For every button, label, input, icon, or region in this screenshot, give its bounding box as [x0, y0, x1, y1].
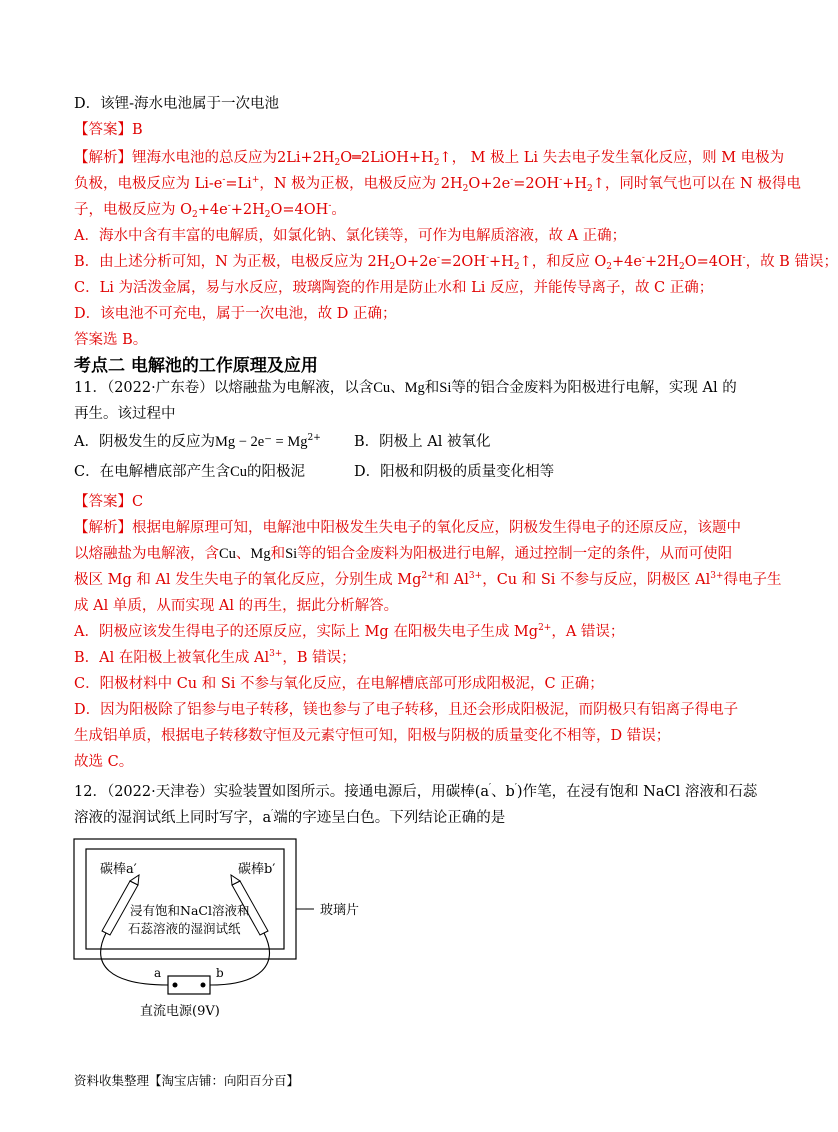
- text: 极区 Mg 和 Al 发生失电子的氧化反应，分别生成 Mg: [74, 572, 422, 588]
- q10-analysis-line-2: 负极，电极反应为 Li-e-=Li+，N 极为正极，电极反应为 $2H_2O+2e^-=2OH^-+H_2↑$，同时氧气也可以在 N 极得电: [74, 175, 801, 194]
- text: Si: [439, 380, 452, 396]
- text: 11．（2022·广东卷）以熔融盐为电解液，以含: [74, 380, 374, 396]
- text: B．由上述分析可知，N 为正极，电极反应为 2H: [74, 254, 390, 270]
- text: ′: [271, 809, 274, 819]
- q11-explain-c: C．阳极材料中 Cu 和 Si 不参与氧化反应，在电解槽底部可形成阳极泥，C 正确；: [74, 676, 604, 692]
- q10-option-d: D．该锂-海水电池属于一次电池: [74, 96, 280, 112]
- text: Mg: [404, 380, 425, 396]
- q11-option-b: B．阴极上 Al 被氧化: [354, 434, 491, 450]
- text: ′: [489, 783, 492, 793]
- glass-label: 玻璃片: [320, 903, 360, 918]
- terminal-b: [201, 983, 206, 988]
- q11-analysis-line-2: [74, 544, 732, 564]
- q11-conclusion: 故选 C。: [74, 754, 134, 770]
- q10-explain-b: B．由上述分析可知，N 为正极，电极反应为 $2H_2O+2e^-=2OH^-+H_2↑$，和反应 $O_2+4e^-+2H_2O=4OH^-$，故 B 错误；: [74, 253, 838, 272]
- q11-analysis-line-1: [74, 518, 741, 538]
- footer-note: 资料收集整理【淘宝店铺：向阳百分百】: [74, 1073, 300, 1088]
- text: 子，电极反应为 O: [74, 202, 192, 218]
- text: O=4OH: [684, 254, 743, 270]
- terminal-a-label: a: [154, 966, 162, 980]
- text: B．Al 在阳极上被氧化生成 Al: [74, 650, 270, 666]
- q11-option-d: D．阳极和阴极的质量变化相等: [354, 464, 555, 480]
- q11-explain-b: [74, 648, 356, 668]
- text: ↑，同时氧气也可以在 N 极得电: [592, 176, 801, 192]
- text: 、: [390, 380, 405, 396]
- text: ，B 错误；: [282, 650, 356, 666]
- power-label: 直流电源(9V): [140, 1004, 220, 1019]
- q10-explain-d: D．该电池不可充电，属于一次电池，故 D 正确；: [74, 306, 397, 322]
- text: ⁻ = Mg: [264, 434, 308, 450]
- q11-explain-d-line-2: 生成铝单质，根据电子转移数守恒及元素守恒可知，阳极与阴极的质量变化不相等，D 错误；: [74, 728, 671, 744]
- text: 和: [424, 380, 440, 396]
- q11-option-a: [74, 432, 321, 452]
- text: )作笔，在浸有饱和 NaCl 溶液和石蕊: [516, 784, 758, 800]
- text: 负极，电极反应为 Li-e: [74, 176, 223, 192]
- analysis-tag: 【解析】: [74, 150, 132, 166]
- text: =Li: [225, 176, 252, 192]
- answer-value: B: [132, 122, 143, 138]
- text: ，A 错误；: [551, 624, 625, 640]
- answer-tag: 【答案】: [74, 494, 132, 510]
- text: 得电子生: [723, 572, 782, 588]
- text: Cu: [373, 380, 391, 396]
- q11-stem-line-2: 再生。该过程中: [74, 406, 176, 422]
- text: Mg: [250, 546, 271, 562]
- answer-tag: 【答案】: [74, 122, 132, 138]
- analysis-tag: 【解析】: [74, 520, 132, 536]
- q11-explain-a: [74, 622, 624, 642]
- text: +4e: [611, 254, 642, 270]
- text: C．在电解槽底部产生含: [74, 464, 231, 480]
- text: =2OH: [440, 254, 486, 270]
- text: 2+: [538, 623, 552, 633]
- text: 2+: [307, 433, 321, 443]
- text: 以熔融盐为电解液，含: [74, 546, 219, 562]
- terminal-a: [173, 983, 178, 988]
- text: +2H: [230, 202, 265, 218]
- text: Si: [285, 546, 298, 562]
- terminal-b-label: b: [216, 966, 224, 980]
- text: 的阳极泥: [247, 464, 306, 480]
- text: 12．（2022·天津卷）实验装置如图所示。接通电源后，用碳棒(a: [74, 784, 490, 800]
- text: Cu: [230, 464, 248, 480]
- text: Cu: [219, 546, 236, 562]
- text: =2OH: [513, 176, 560, 192]
- text: O=4OH: [270, 202, 329, 218]
- q11-explain-d-line-1: D．因为阳极除了铝参与电子转移，镁也参与了电子转移，且还会形成阳极泥，而阴极只有铝离子得电子: [74, 702, 739, 718]
- text: 3+: [710, 571, 724, 581]
- text: 、b: [491, 784, 515, 800]
- text: +4e: [197, 202, 228, 218]
- q12-stem-line-1: [74, 782, 757, 802]
- text: ↑，和反应 O: [519, 254, 607, 270]
- paper-text-1: 浸有饱和NaCl溶液和: [130, 903, 250, 918]
- text: 3+: [468, 571, 483, 581]
- text: 锂海水电池的总反应为2Li+2H: [132, 150, 335, 166]
- text: 和 Al: [434, 572, 469, 588]
- q10-explain-c: C．Li 为活泼金属，易与水反应，玻璃陶瓷的作用是防止水和 Li 反应，并能传导离子，故 C 正确；: [74, 280, 714, 296]
- rod-b-label: 碳棒b′: [238, 862, 276, 877]
- text: +2H: [644, 254, 679, 270]
- text: 3+: [269, 649, 283, 659]
- text: 等的铝合金废料为阳极进行电解，通过控制一定的条件，从而可使阳: [297, 546, 733, 562]
- q11-stem-line-1: [74, 378, 737, 398]
- text: O+2e: [468, 176, 511, 192]
- text: 溶液的湿润试纸上同时写字，a: [74, 810, 272, 826]
- q10-conclusion: 答案选 B。: [74, 332, 148, 348]
- q10-analysis-line-3: 子，电极反应为 $O_2+4e^-+2H_2O=4OH^-$。: [74, 201, 346, 220]
- text: O+2e: [395, 254, 438, 270]
- rod-a-label: 碳棒a′: [100, 862, 137, 877]
- q10-explain-a: A．海水中含有丰富的电解质，如氯化钠、氯化镁等，可作为电解质溶液，故 A 正确；: [74, 228, 627, 244]
- text: 根据电解原理可知，电解池中阳极发生失电子的氧化反应，阴极发生得电子的还原反应，该题中: [132, 520, 741, 536]
- q12-stem-line-2: [74, 808, 505, 828]
- answer-value: C: [132, 494, 144, 510]
- text: ′: [514, 783, 517, 793]
- q10-analysis-line-1: 【解析】锂海水电池的总反应为$2Li+2H_2O═2LiOH+H_2↑$， M 极上 Li 失去电子发生氧化反应，则 M 电极为: [74, 150, 785, 168]
- text: ，Cu 和 Si 不参与反应，阴极区 Al: [482, 572, 711, 588]
- glass-plate-outer: [74, 839, 296, 959]
- q11-option-c: [74, 462, 305, 482]
- text: 、: [235, 546, 251, 562]
- text: ，故 B 错误；: [745, 254, 838, 270]
- text: +H: [489, 254, 514, 270]
- text: 等的铝合金废料为阳极进行电解，实现 Al 的: [451, 380, 737, 396]
- electrolysis-figure: [70, 835, 400, 1035]
- text: 和: [270, 546, 286, 562]
- q11-analysis-line-4: 成 Al 单质，从而实现 Al 的再生，据此分析解答。: [74, 598, 399, 614]
- text: 端的字迹呈白色。下列结论正确的是: [273, 810, 506, 826]
- text: A．阴极发生的反应为: [74, 434, 215, 450]
- text: ，N 极为正极，电极反应为 2H: [259, 176, 463, 192]
- text: 2+: [421, 571, 435, 581]
- section-heading: 考点二 电解池的工作原理及应用: [74, 356, 318, 376]
- text: A．阴极应该发生得电子的还原反应，实际上 Mg 在阳极失电子生成 Mg: [74, 624, 539, 640]
- q11-analysis-line-3: [74, 570, 782, 590]
- paper-text-2: 石蕊溶液的湿润试纸: [128, 921, 241, 936]
- q10-answer: [74, 120, 143, 140]
- text: Mg − 2e: [214, 434, 265, 450]
- q11-answer: [74, 492, 143, 512]
- text: +H: [562, 176, 588, 192]
- text: ↑， M 极上 Li 失去电子发生氧化反应，则 M 电极为: [439, 150, 785, 166]
- text: 。: [331, 202, 346, 218]
- text: O═2LiOH+H: [340, 150, 434, 166]
